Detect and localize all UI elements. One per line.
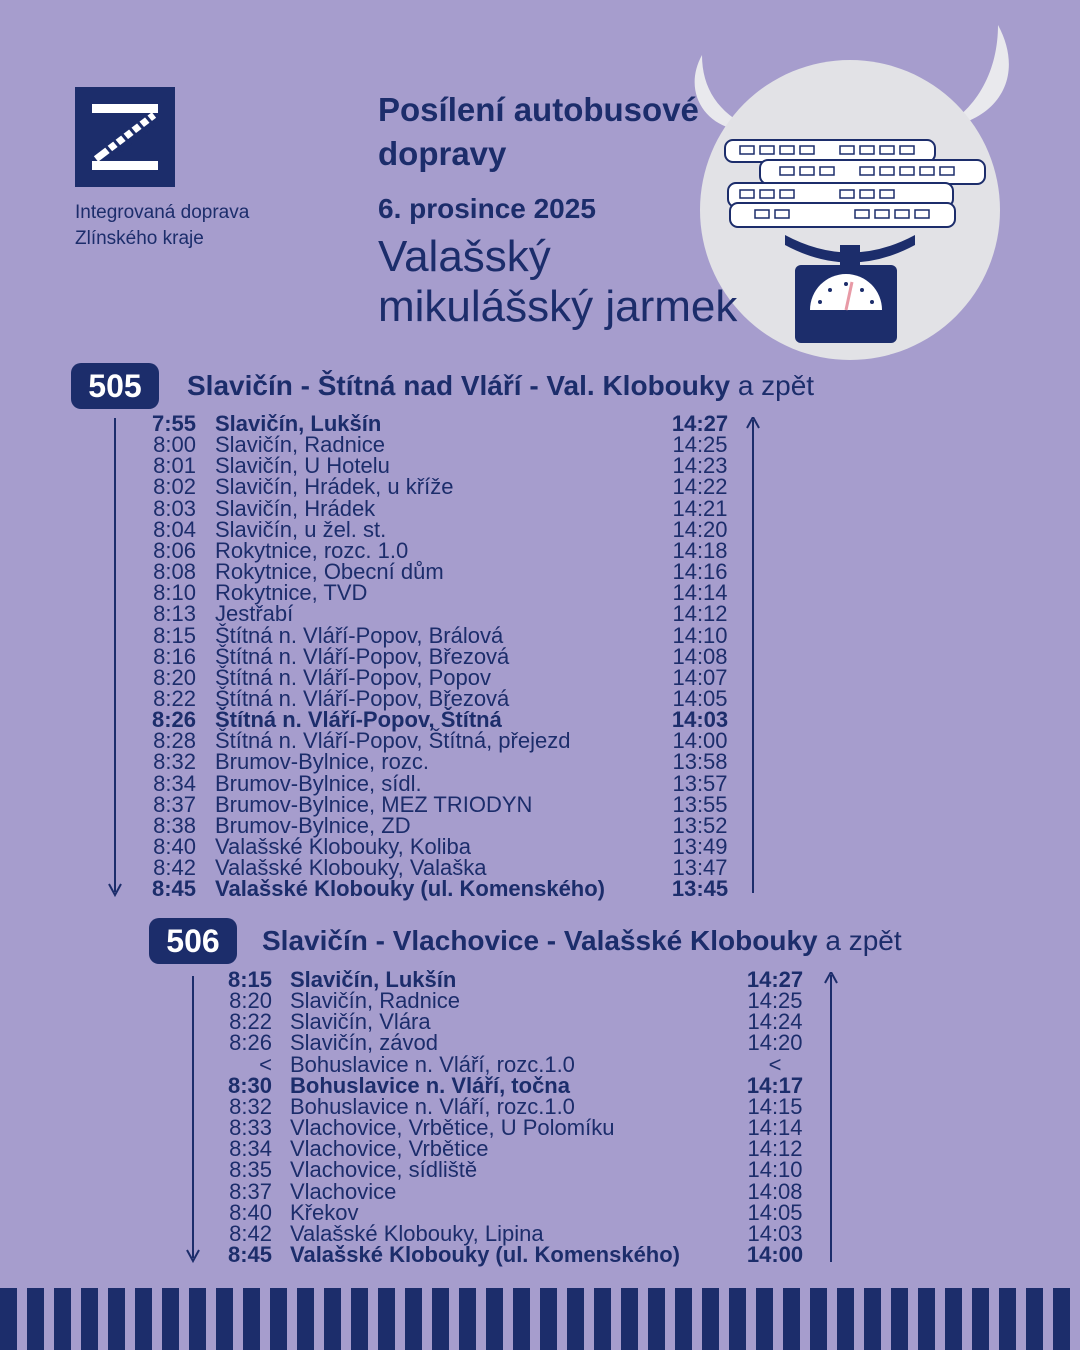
departure-time-return: 14:18 — [672, 537, 728, 563]
route-505-badge: 505 — [71, 363, 159, 409]
departure-time-return: 14:08 — [747, 1178, 803, 1204]
departure-time-outbound: 8:10 — [153, 580, 196, 606]
route-506-title-main: Slavičín - Vlachovice - Valašské Klobouky — [262, 925, 818, 956]
departure-time-outbound: 8:16 — [153, 643, 196, 669]
departure-time-return: 14:16 — [672, 559, 728, 585]
departure-time-outbound: 7:55 — [151, 411, 196, 436]
stop-name: Slavičín, závod — [290, 1030, 438, 1056]
event-name-line1: Valašský — [378, 232, 551, 281]
event-name — [378, 232, 818, 332]
stop-name: Slavičín, Lukšín — [215, 411, 382, 436]
departure-time-outbound: 8:06 — [153, 537, 196, 563]
table-row — [0, 770, 1080, 796]
table-row — [0, 1051, 1080, 1077]
stop-name: Valašské Klobouky, Lipina — [290, 1220, 544, 1246]
departure-time-outbound: 8:32 — [229, 1093, 272, 1119]
departure-time-return: 13:47 — [672, 855, 728, 881]
table-row — [0, 1157, 1080, 1183]
table-row — [0, 516, 1080, 542]
table-row — [0, 432, 1080, 458]
stop-name: Štítná n. Vláří-Popov, Březová — [215, 685, 510, 711]
table-row — [0, 580, 1080, 606]
departure-time-outbound: 8:20 — [229, 988, 272, 1014]
departure-time-return: 14:07 — [672, 664, 728, 690]
departure-time-outbound: 8:20 — [153, 664, 196, 690]
departure-time-return: 14:12 — [672, 601, 728, 627]
table-row — [0, 1009, 1080, 1035]
bottom-stripes-decoration — [0, 1288, 1080, 1350]
table-row — [0, 855, 1080, 881]
departure-time-return: 14:21 — [672, 495, 728, 521]
departure-time-outbound: 8:08 — [153, 559, 196, 585]
table-row — [0, 988, 1080, 1014]
departure-time-return: 14:10 — [672, 622, 728, 648]
departure-time-return: 13:45 — [671, 876, 729, 902]
departure-time-return: 14:00 — [672, 728, 728, 754]
departure-time-return: 14:00 — [746, 1241, 804, 1267]
stop-name: Brumov-Bylnice, sídl. — [215, 770, 422, 796]
stop-name: Brumov-Bylnice, rozc. — [215, 749, 429, 775]
table-row — [0, 413, 1080, 434]
departure-time-outbound: 8:26 — [229, 1030, 272, 1056]
stop-name: Štítná n. Vláří-Popov, Březová — [215, 643, 510, 669]
stop-name: Slavičín, Radnice — [290, 988, 460, 1014]
table-row — [0, 836, 1080, 857]
stop-name: Bohuslavice n. Vláří, rozc.1.0 — [290, 1051, 575, 1077]
table-row — [0, 1072, 1080, 1098]
table-row — [0, 1241, 1080, 1267]
route-506-title-suffix: a zpět — [825, 925, 902, 956]
event-date: 6. prosince 2025 — [378, 193, 596, 224]
ids-zk-logo — [75, 87, 175, 187]
departure-time-outbound: 8:34 — [153, 770, 196, 796]
stop-name: Vlachovice — [290, 1178, 397, 1204]
table-row — [0, 969, 1080, 990]
table-row — [0, 791, 1080, 817]
table-row — [0, 707, 1080, 733]
departure-time-outbound: 8:42 — [153, 855, 196, 881]
departure-time-return: 14:08 — [672, 643, 728, 669]
stop-name: Rokytnice, TVD — [215, 580, 368, 606]
departure-time-outbound: 8:37 — [229, 1178, 272, 1204]
stop-name: Vlachovice, sídliště — [290, 1157, 478, 1183]
departure-time-outbound: 8:40 — [229, 1199, 272, 1225]
stop-name: Slavičín, Hrádek — [215, 495, 376, 521]
stop-name: Valašské Klobouky, Valaška — [215, 855, 487, 881]
table-row — [0, 559, 1080, 585]
stop-name: Valašské Klobouky (ul. Komenského) — [215, 876, 606, 902]
stop-name: Brumov-Bylnice, MEZ TRIODYN — [215, 791, 533, 817]
stop-name: Vlachovice, Vrbětice — [290, 1136, 489, 1162]
table-row — [0, 685, 1080, 711]
departure-time-return: 14:25 — [747, 988, 803, 1014]
departure-time-return: 14:23 — [672, 453, 728, 479]
departure-time-return: 13:55 — [672, 791, 728, 817]
table-row — [0, 812, 1080, 838]
z-logo-icon — [75, 87, 175, 187]
stop-name: Vlachovice, Vrbětice, U Polomíku — [290, 1115, 615, 1141]
departure-time-return: 14:12 — [747, 1136, 803, 1162]
departure-time-return: 14:03 — [671, 707, 729, 733]
event-name-line2: mikulášský jarmek — [378, 282, 738, 331]
departure-time-return: 14:25 — [672, 432, 728, 458]
departure-time-outbound: 8:32 — [153, 749, 196, 775]
departure-time-outbound: 8:00 — [153, 432, 196, 458]
departure-time-outbound: 8:42 — [229, 1220, 272, 1246]
departure-time-return: 13:52 — [672, 812, 728, 838]
departure-time-return: 14:27 — [746, 967, 804, 992]
stop-name: Štítná n. Vláří-Popov, Brálová — [215, 622, 504, 648]
departure-time-outbound: 8:33 — [229, 1115, 272, 1141]
departure-time-return: 14:05 — [747, 1199, 803, 1225]
departure-time-return: 14:17 — [746, 1072, 804, 1098]
stop-name: Valašské Klobouky (ul. Komenského) — [290, 1241, 681, 1267]
table-row — [0, 1030, 1080, 1056]
departure-time-outbound: 8:03 — [153, 495, 196, 521]
departure-time-outbound: 8:15 — [227, 967, 272, 992]
departure-time-outbound: 8:40 — [153, 834, 196, 859]
logo-caption-line1: Integrovaná doprava — [75, 202, 250, 223]
departure-time-outbound: 8:04 — [153, 516, 196, 542]
departure-time-outbound: 8:02 — [153, 474, 196, 500]
departure-time-return: 14:03 — [747, 1220, 803, 1246]
stop-name: Štítná n. Vláří-Popov, Štítná, přejezd — [215, 728, 571, 754]
route-505-down-arrow-icon — [108, 418, 122, 898]
route-506-down-arrow-icon — [186, 976, 200, 1264]
table-row — [0, 1136, 1080, 1162]
stop-name: Slavičín, Lukšín — [290, 967, 457, 992]
departure-time-return: 14:14 — [747, 1115, 803, 1141]
route-506-up-arrow-icon — [824, 972, 838, 1262]
table-row — [0, 643, 1080, 669]
table-row — [0, 1115, 1080, 1141]
stop-name: Slavičín, u žel. st. — [215, 516, 387, 542]
departure-time-outbound: 8:35 — [229, 1157, 272, 1183]
logo-caption-line2: Zlínského kraje — [75, 228, 204, 249]
stop-name: Slavičín, Vlára — [290, 1009, 431, 1035]
departure-time-return: 14:20 — [672, 516, 728, 542]
departure-time-return: 13:49 — [672, 834, 728, 859]
page-title — [378, 88, 798, 176]
table-row — [0, 1178, 1080, 1204]
table-row — [0, 876, 1080, 902]
route-506-badge: 506 — [149, 918, 237, 964]
departure-time-return: 14:24 — [747, 1009, 803, 1035]
departure-time-return: 13:57 — [672, 770, 728, 796]
stop-name: Brumov-Bylnice, ZD — [215, 812, 411, 838]
table-row — [0, 474, 1080, 500]
route-505-title-main: Slavičín - Štítná nad Vláří - Val. Klobouky — [187, 370, 731, 401]
stop-name: Bohuslavice n. Vláří, točna — [290, 1072, 570, 1098]
departure-time-outbound: 8:37 — [153, 791, 196, 817]
route-505-title-suffix: a zpět — [737, 370, 815, 401]
departure-time-return: 14:10 — [747, 1157, 803, 1183]
table-row — [0, 749, 1080, 775]
stop-name: Slavičín, Hrádek, u kříže — [215, 474, 454, 500]
title-line2: dopravy — [378, 135, 507, 172]
table-row — [0, 453, 1080, 479]
departure-time-outbound: 8:38 — [153, 812, 196, 838]
table-row — [0, 728, 1080, 754]
departure-time-outbound: 8:22 — [229, 1009, 272, 1035]
stop-name: Valašské Klobouky, Koliba — [215, 834, 471, 859]
stop-name: Bohuslavice n. Vláří, rozc.1.0 — [290, 1093, 575, 1119]
departure-time-outbound: 8:30 — [227, 1072, 272, 1098]
departure-time-return: 14:15 — [747, 1093, 803, 1119]
table-row — [0, 622, 1080, 648]
departure-time-return: < — [768, 1051, 782, 1077]
departure-time-return: 13:58 — [672, 749, 728, 775]
departure-time-return: 14:20 — [747, 1030, 803, 1056]
departure-time-outbound: 8:34 — [229, 1136, 272, 1162]
table-row — [0, 1199, 1080, 1225]
departure-time-outbound: 8:28 — [153, 728, 196, 754]
stop-name: Štítná n. Vláří-Popov, Popov — [215, 664, 491, 690]
stop-name: Křekov — [290, 1199, 359, 1225]
departure-time-return: 14:27 — [671, 411, 729, 436]
table-row — [0, 537, 1080, 563]
stop-name: Jestřabí — [215, 601, 294, 627]
stop-name: Rokytnice, rozc. 1.0 — [215, 537, 409, 563]
departure-time-return: 14:14 — [672, 580, 728, 606]
stop-name: Slavičín, U Hotelu — [215, 453, 390, 479]
stop-name: Štítná n. Vláří-Popov, Štítná — [215, 707, 502, 733]
departure-time-outbound: 8:01 — [153, 453, 196, 479]
departure-time-outbound: 8:45 — [227, 1241, 272, 1267]
departure-time-outbound: 8:45 — [151, 876, 196, 902]
route-506-title — [262, 918, 902, 964]
departure-time-return: 14:22 — [672, 474, 728, 500]
logo-caption — [75, 200, 335, 252]
title-line1: Posílení autobusové — [378, 91, 699, 128]
departure-time-outbound: 8:13 — [153, 601, 196, 627]
table-row — [0, 601, 1080, 627]
departure-time-outbound: 8:26 — [151, 707, 196, 733]
departure-time-outbound: 8:15 — [153, 622, 196, 648]
departure-time-outbound: < — [259, 1051, 272, 1077]
table-row — [0, 1220, 1080, 1246]
departure-time-return: 14:05 — [672, 685, 728, 711]
table-row — [0, 495, 1080, 521]
route-505-title — [187, 363, 814, 409]
stop-name: Slavičín, Radnice — [215, 432, 385, 458]
table-row — [0, 1093, 1080, 1119]
table-row — [0, 664, 1080, 690]
stop-name: Rokytnice, Obecní dům — [215, 559, 444, 585]
route-505-up-arrow-icon — [746, 417, 760, 893]
departure-time-outbound: 8:22 — [153, 685, 196, 711]
